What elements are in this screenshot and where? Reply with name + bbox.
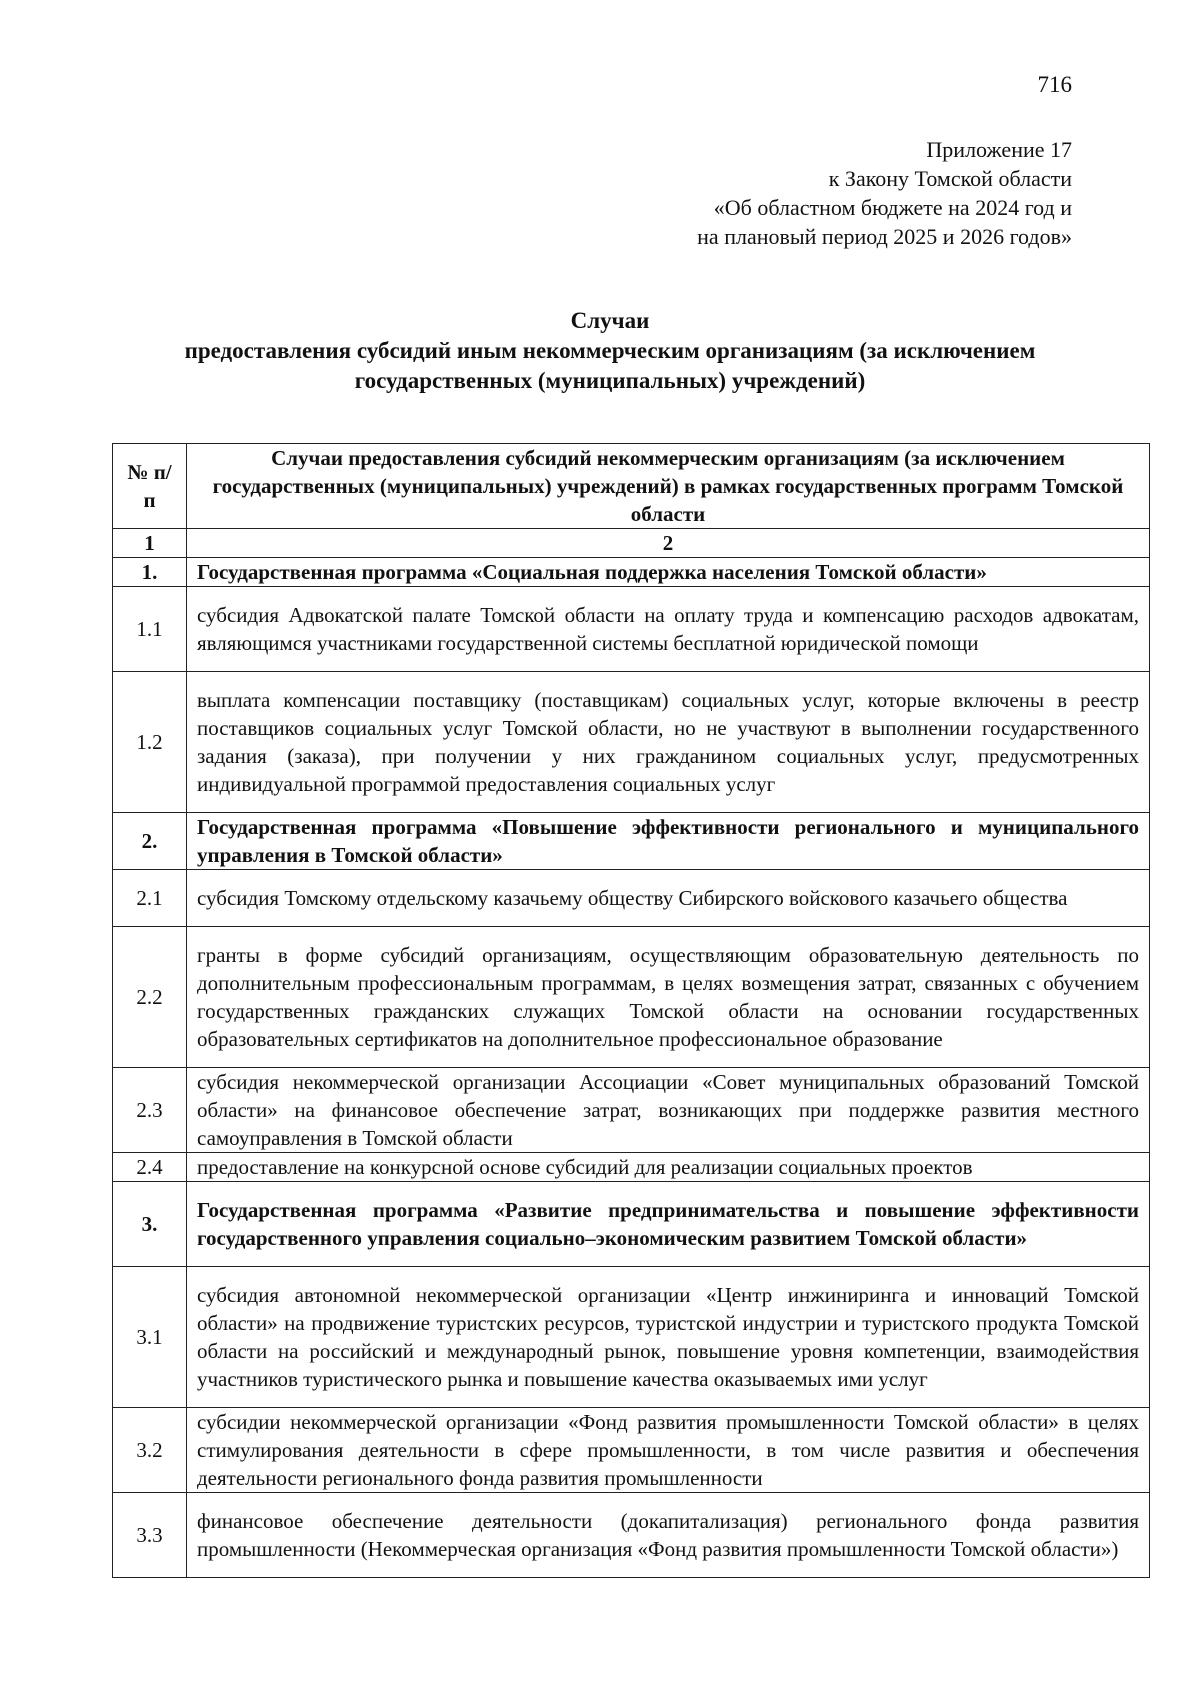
row-text: гранты в форме субсидий организациям, осуществляющим образовательную деятельность по дополнительным профессиональным программам, в целях возмещения затрат, связанных с обучением государственных гражданских служащих Томской области на основании государственных образовательных сертификатов на дополнительное профессиональное образование <box>187 927 1150 1068</box>
row-text: финансовое обеспечение деятельности (докапитализация) регионального фонда развития промышленности (Некоммерческая организация «Фонд развития промышленности Томской области») <box>187 1493 1150 1578</box>
header-description-cell: Случаи предоставления субсидий некоммерческим организациям (за исключением государственных (муниципальных) учреждений) в рамках государственных программ Томской области <box>187 444 1150 529</box>
row-number: 3.1 <box>113 1267 187 1408</box>
appendix-line: к Закону Томской области <box>828 166 1072 191</box>
row-number: 2.2 <box>113 927 187 1068</box>
table-row <box>113 1068 1150 1153</box>
appendix-reference <box>697 135 1072 251</box>
appendix-line: на плановый период 2025 и 2026 годов» <box>697 224 1072 249</box>
row-text: субсидии некоммерческой организации «Фонд развития промышленности Томской области» в целях стимулирования деятельности в сфере промышленности, в том числе развития и обеспечения деятельности регионального фонда развития промышленности <box>187 1408 1150 1493</box>
table-row <box>113 1153 1150 1182</box>
row-text: предоставление на конкурсной основе субсидий для реализации социальных проектов <box>187 1153 1150 1182</box>
header-number-cell: № п/п <box>113 444 187 529</box>
row-number: 3.2 <box>113 1408 187 1493</box>
row-text: выплата компенсации поставщику (поставщикам) социальных услуг, которые включены в реестр поставщиков социальных услуг Томской области, но не участвуют в выполнении государственного задания (заказа), при получении у них гражданином социальных услуг, предусмотренных индивидуальной программой предоставления социальных услуг <box>187 672 1150 813</box>
section-title: Государственная программа «Развитие предпринимательства и повышение эффективности государственного управления социально–экономическим развитием Томской области» <box>187 1182 1150 1267</box>
table-row <box>113 1408 1150 1493</box>
title-line: государственных (муниципальных) учреждений) <box>354 368 866 393</box>
table-row <box>113 558 1150 587</box>
subsidies-table <box>112 443 1150 1578</box>
row-number: 2.4 <box>113 1153 187 1182</box>
page-number: 716 <box>1037 72 1072 97</box>
title-line: Случаи <box>570 308 650 333</box>
row-text: субсидия автономной некоммерческой организации «Центр инжиниринга и инноваций Томской области» на продвижение туристских ресурсов, туристской индустрии и туристского продукта Томской области на российский и международный рынок, повышение уровня компетенции, взаимодействия участников туристического рынка и повышение качества оказываемых ими услуг <box>187 1267 1150 1408</box>
table-row <box>113 1182 1150 1267</box>
section-title: Государственная программа «Социальная поддержка населения Томской области» <box>187 558 1150 587</box>
table-row <box>113 927 1150 1068</box>
row-text: субсидия некоммерческой организации Ассоциации «Совет муниципальных образований Томской области» на финансовое обеспечение затрат, возникающих при поддержке развития местного самоуправления в Томской области <box>187 1068 1150 1153</box>
table-index-row <box>113 529 1150 558</box>
table-row <box>113 1267 1150 1408</box>
table-row <box>113 870 1150 927</box>
row-text: субсидия Адвокатской палате Томской области на оплату труда и компенсацию расходов адвокатам, являющимся участниками государственной системы бесплатной юридической помощи <box>187 587 1150 672</box>
appendix-line: «Об областном бюджете на 2024 год и <box>713 195 1072 220</box>
row-number: 3.3 <box>113 1493 187 1578</box>
row-number: 2.3 <box>113 1068 187 1153</box>
table-row <box>113 813 1150 870</box>
row-number: 1.2 <box>113 672 187 813</box>
table-header-row <box>113 444 1150 529</box>
row-text: субсидия Томскому отдельскому казачьему обществу Сибирского войскового казачьего общества <box>187 870 1150 927</box>
table-row <box>113 672 1150 813</box>
section-title: Государственная программа «Повышение эффективности регионального и муниципального управления в Томской области» <box>187 813 1150 870</box>
row-number: 1. <box>113 558 187 587</box>
document-title <box>110 306 1110 396</box>
row-number: 2. <box>113 813 187 870</box>
index-cell: 2 <box>187 529 1150 558</box>
table-row <box>113 587 1150 672</box>
row-number: 3. <box>113 1182 187 1267</box>
title-line: предоставления субсидий иным некоммерческим организациям (за исключением <box>184 338 1036 363</box>
row-number: 2.1 <box>113 870 187 927</box>
table-row <box>113 1493 1150 1578</box>
index-cell: 1 <box>113 529 187 558</box>
appendix-line: Приложение 17 <box>926 137 1072 162</box>
row-number: 1.1 <box>113 587 187 672</box>
